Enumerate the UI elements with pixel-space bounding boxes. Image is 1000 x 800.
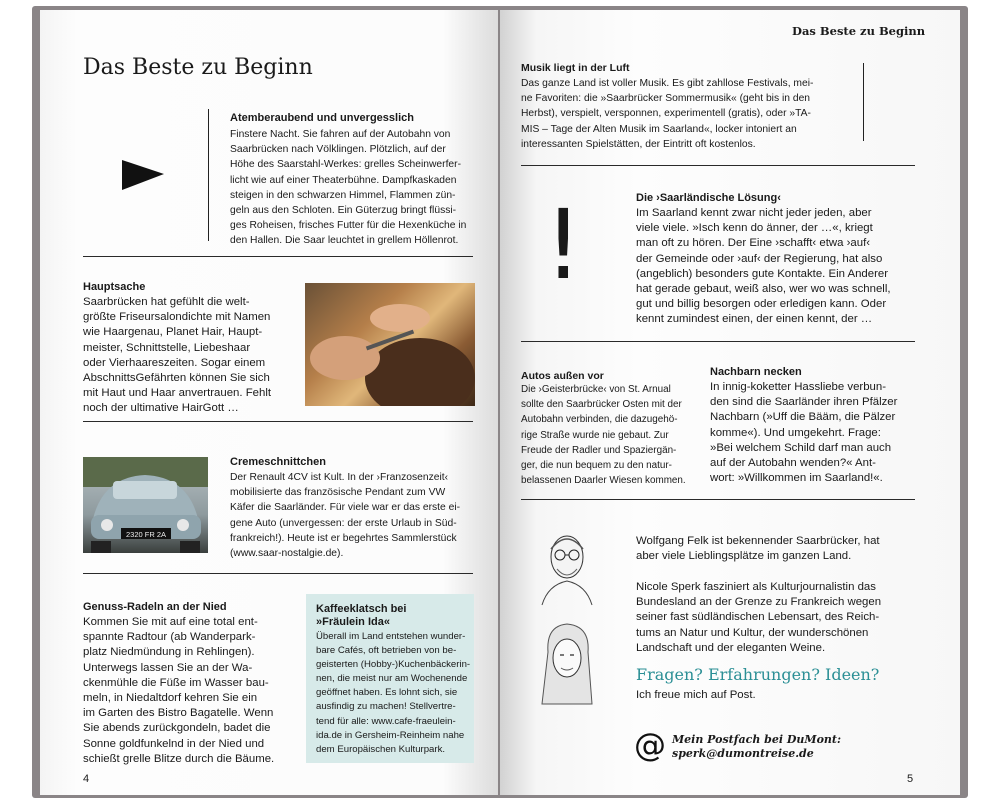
section-title: Autos außen vor xyxy=(521,370,604,382)
divider xyxy=(83,573,473,574)
section-text: In innig-koketter Hassliebe verbun- den sind die Saarländer ihren Pfälzer Nachbarn (»Uff die Bääm, die Pälzer komme«). Und umgekehrt. Frage: »Bei welchem Schild darf man auch auf der Autobahn wenden?« Ant- wort: »Willkommen im Saarland!«. xyxy=(710,381,898,485)
author-bio-sperk: Nicole Sperk fasziniert als Kulturjournalistin das Bundesland an der Grenze zu Frankreich wegen seiner fast südländischen Lebensart, des Reich- tums an Natur und Kultur, der wunderschönen Landschaft und der eleganten Weine. xyxy=(636,581,882,654)
section-text: Finstere Nacht. Sie fahren auf der Autobahn von Saarbrücken nach Völklingen. Plötzlich, auf der Höhe des Saarstahl-Werkes: grelles Scheinwerfer- licht wie auf einer Theaterbühne. Dampfkaskaden steigen in den schwarzen Himmel, Flammen zün- geln aus den Schloten. Ein Güterzug bringt flüssi- ges Roheisen, frisches Futter für die Hexenküche in den Hallen. Die Saar leuchtet in grellem Höllenrot. xyxy=(230,129,467,247)
page-title: Das Beste zu Beginn xyxy=(83,55,313,80)
right-page xyxy=(500,10,960,795)
mailbox-info xyxy=(672,733,841,761)
running-header: Das Beste zu Beginn xyxy=(792,24,926,38)
author-portrait-sperk xyxy=(534,618,600,706)
section-text: Die ›Geisterbrücke‹ von St. Arnual sollte den Saarbrücker Osten mit der Autobahn verbinden, die dazugehö- rige Straße wurde nie gebaut. Zur Freude der Radler und Spaziergän- ger, die nun bequem zu den natur- belassenen Daarler Wiesen kommen. xyxy=(521,384,686,487)
divider xyxy=(521,165,915,166)
left-page xyxy=(40,10,498,795)
play-arrow-icon xyxy=(122,158,166,192)
mailbox-label: Mein Postfach bei DuMont: xyxy=(672,733,842,746)
section-text: Im Saarland kennt zwar nicht jeder jeden, aber viele viele. »Isch kenn do änner, der …«, kriegt man oft zu hören. Der Eine ›schafft‹ etwa ›auf‹ der Gemeinde oder ›auf‹ der Regierung, hat also (angeblich) besonders gute Kontakte. Ein Anderer hat gerade gebaut, weiß also, wer wo was schnell, gut und billig besorgen oder erledigen kann. Oder kennt zumindest einen, der einen kennt, der … xyxy=(636,207,891,326)
divider xyxy=(521,499,915,500)
author-bio-felk: Wolfgang Felk ist bekennender Saarbrücker, hat aber viele Lieblingsplätze im ganzen Land. xyxy=(636,535,880,563)
license-plate: 2320 FR 2A xyxy=(125,530,167,539)
at-icon: @ xyxy=(634,726,666,764)
divider xyxy=(83,421,473,422)
divider xyxy=(83,256,473,257)
vertical-rule xyxy=(863,63,864,141)
section-title: Nachbarn necken xyxy=(710,366,802,378)
section-title: Hauptsache xyxy=(83,281,146,293)
renault-car-photo xyxy=(83,457,208,553)
author-portrait-felk xyxy=(534,523,600,607)
section-text: Das ganze Land ist voller Musik. Es gibt zahllose Festivals, mei- ne Favoriten: die »Saarbrücker Sommermusik« (geht bis in den Herbst), verspielt, versponnen, experimentell (gratis), oder »TA- MIS – Tage der Alten Musik im Saarland«, locker intoniert an interessanten Spielstätten, der Eintritt oft kostenlos. xyxy=(521,78,814,150)
section-title: Cremeschnittchen xyxy=(230,456,326,468)
vertical-rule xyxy=(208,109,209,241)
exclamation-icon: ! xyxy=(544,189,583,301)
questions-heading: Fragen? Erfahrungen? Ideen? xyxy=(636,665,880,684)
page-number: 5 xyxy=(907,773,914,785)
section-title: Musik liegt in der Luft xyxy=(521,62,630,74)
section-title: Die ›Saarländische Lösung‹ xyxy=(636,192,781,204)
post-text: Ich freue mich auf Post. xyxy=(636,689,756,701)
section-text: Saarbrücken hat gefühlt die welt- größte Friseursalondichte mit Namen wie Haargenau, Planet Hair, Haupt- meister, Schnittstelle, Liebeshaar oder Vierhaareszeiten. Sogar einem AbschnittsGefährten können Sie sich mit Haut und Haar anvertrauen. Fehlt noch der ultimative HairGott … xyxy=(83,296,272,415)
cafe-info-box: Kaffeeklatsch bei »Fräulein Ida« Überall im Land entstehen wunder- bare Cafés, oft betrieben von be- geisterten (Hobby-)Kuchenbäckerin- nen, die meist nur am Wochenende geöffnet haben. Es lohnt sich, sie ausfindig zu machen! Stellvertre- tend für alle: www.cafe-fraeulein- ida.de in Gersheim-Reinheim nahe dem Europäischen Kulturpark. xyxy=(306,594,474,763)
page-number: 4 xyxy=(83,773,90,785)
section-title: Atemberaubend und unvergesslich xyxy=(230,112,414,124)
divider xyxy=(521,341,915,342)
mailbox-email[interactable]: sperk@dumontreise.de xyxy=(672,747,814,760)
section-title: Genuss-Radeln an der Nied xyxy=(83,601,227,613)
hairdresser-photo xyxy=(305,283,475,406)
section-text: Der Renault 4CV ist Kult. In der ›Franzosenzeit‹ mobilisierte das französische Pendant zum VW Käfer die Saarländer. Für viele war er das erste ei- gene Auto (unvergessen: der erste Urlaub in Süd- frankreich!). Heute ist er begehrtes Sammlerstück (www.saar-nostalgie.de). xyxy=(230,472,461,560)
section-text: Kommen Sie mit auf eine total ent- spannte Radtour (ab Wanderpark- platz Niedmündung in Rehlingen). Unterwegs lassen Sie an der Wa- ckenmühle die Füße im Wasser bau- meln, in Niedaltdorf kehren Sie ein im Garten des Bistro Bagatelle. Wenn Sie abends zurückgondeln, badet die Sonne goldfunkelnd in der Nied und schießt grelle Blitze durch die Bäume. xyxy=(83,616,275,765)
